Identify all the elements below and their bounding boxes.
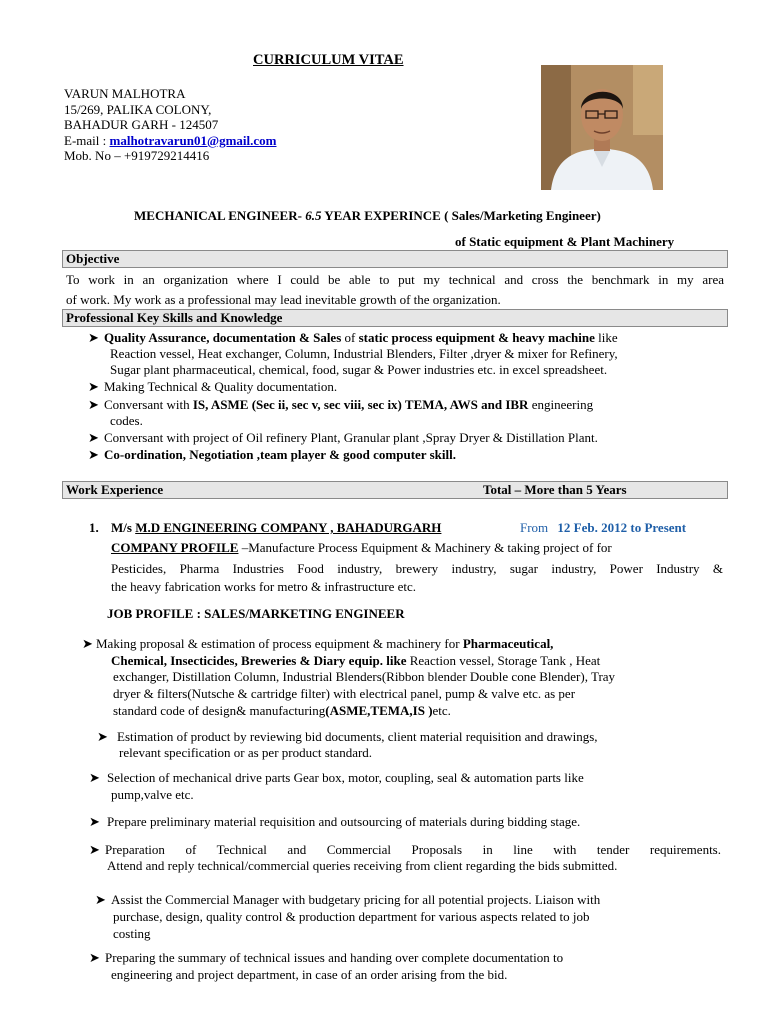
employment-period [520, 520, 686, 536]
duty-item-6-line-2: purchase, design, quality control & production department for various aspects related to job [113, 909, 590, 924]
duty-item-1-line-5 [113, 703, 451, 719]
headline-role: MECHANICAL ENGINEER- [134, 208, 306, 223]
company-line [111, 520, 441, 536]
arrowhead-bullet-icon: ➤ [82, 636, 93, 651]
arrowhead-bullet-icon: ➤ [89, 950, 100, 965]
arrowhead-bullet-icon: ➤ [95, 892, 106, 907]
company-profile-line-2: Pesticides, Pharma Industries Food industry, brewery industry, sugar industry, Power Industry & [111, 561, 723, 576]
skill-5-text: Co-ordination, Negotiation ,team player & good computer skill. [104, 447, 456, 462]
skill-3-bold: IS, ASME (Sec ii, sec v, sec viii, sec ix) TEMA, AWS and IBR [192, 397, 529, 412]
work-total-years: Total – More than 5 Years [483, 482, 627, 497]
skill-2-text: Making Technical & Quality documentation. [104, 379, 338, 394]
email-line [64, 133, 277, 149]
duty-item-2 [97, 729, 598, 745]
duty-item-3-line-2: pump,valve etc. [111, 787, 194, 802]
duty-1-line-5-bold: (ASME,TEMA,IS ) [325, 703, 433, 718]
arrowhead-bullet-icon: ➤ [88, 447, 99, 462]
skill-3-text-a: Conversant with [104, 397, 193, 412]
skill-item-1-line-3: Sugar plant pharmaceutical, chemical, food, sugar & Power industries etc. in excel spreadsheet. [110, 362, 608, 377]
objective-heading: Objective [62, 250, 728, 268]
duty-6-text: Assist the Commercial Manager with budgetary pricing for all potential projects. Liaison with [111, 892, 601, 907]
email-label: E-mail : [64, 132, 110, 148]
candidate-name: VARUN MALHOTRA [64, 86, 186, 101]
skill-item-3-line-2: codes. [110, 413, 143, 428]
job-profile-title: JOB PROFILE : SALES/MARKETING ENGINEER [107, 606, 405, 621]
skill-1-bold-a: Quality Assurance, documentation & Sales [104, 330, 342, 345]
duty-item-7 [89, 950, 563, 966]
skills-heading: Professional Key Skills and Knowledge [62, 309, 728, 327]
duty-2-text: Estimation of product by reviewing bid documents, client material requisition and drawings, [117, 729, 598, 744]
company-prefix: M/s [111, 520, 136, 535]
document-title: CURRICULUM VITAE [253, 52, 404, 68]
contact-block [64, 86, 277, 164]
portrait-photo [541, 65, 663, 190]
duty-3-text: Selection of mechanical drive parts Gear box, motor, coupling, seal & automation parts like [107, 770, 584, 785]
duty-item-5-line-2: Attend and reply technical/commercial queries receiving from client regarding the bids submitted. [107, 858, 618, 873]
duty-1-text-b: Reaction vessel, Storage Tank , Heat [406, 653, 601, 668]
skill-item-1-line-2: Reaction vessel, Heat exchanger, Column, Industrial Blenders, Filter ,dryer & mixer for Refinery, [110, 346, 618, 361]
duty-1-line-5-text: standard code of design& manufacturing [113, 703, 326, 718]
duty-item-4 [89, 814, 580, 830]
company-profile-line-3: the heavy fabrication works for metro & infrastructure etc. [111, 579, 417, 594]
duty-item-1-line-2 [111, 653, 600, 669]
arrowhead-bullet-icon: ➤ [88, 397, 99, 412]
duty-item-6 [95, 892, 600, 908]
arrowhead-bullet-icon: ➤ [88, 379, 99, 394]
email-link[interactable]: malhotravarun01@gmail.com [109, 132, 277, 148]
objective-line-2: of work. My work as a professional may lead inevitable growth of the organization. [66, 292, 501, 307]
address-line-1: 15/269, PALIKA COLONY, [64, 101, 212, 117]
duty-item-1-line-3: exchanger, Distillation Column, Industrial Blenders(Ribbon blender Double cone Blender), Tray [113, 669, 616, 684]
company-profile-label: COMPANY PROFILE [111, 540, 239, 555]
period-dates: 12 Feb. 2012 to Present [557, 520, 687, 535]
work-experience-heading [62, 481, 728, 499]
skill-1-text-b: like [594, 330, 618, 345]
skill-item-4 [88, 430, 598, 446]
duty-item-1-line-4: dryer & filters(Nutsche & cartridge filter) with electrical panel, pump & valve etc. as per [113, 686, 576, 701]
duty-4-text: Prepare preliminary material requisition and outsourcing of materials during bidding stage. [107, 814, 581, 829]
skill-item-2 [88, 379, 337, 395]
company-name: M.D ENGINEERING COMPANY , BAHADURGARH [135, 520, 442, 535]
objective-line-1: To work in an organization where I could be able to put my technical and cross the benchmark in my area [66, 272, 724, 287]
duty-1-text-a: Making proposal & estimation of process equipment & machinery for [96, 636, 463, 651]
arrowhead-bullet-icon: ➤ [89, 842, 100, 857]
arrowhead-bullet-icon: ➤ [88, 330, 99, 345]
headline-experience: YEAR EXPERINCE ( Sales/Marketing Engineer) [321, 208, 601, 223]
skill-item-3 [88, 397, 593, 413]
duty-item-3 [89, 770, 584, 786]
company-profile-text-1: –Manufacture Process Equipment & Machinery & taking project of for [238, 540, 612, 555]
duty-5-text: Preparation of Technical and Commercial Proposals in line with tender requirements. [105, 842, 721, 857]
skill-1-bold-b: static process equipment & heavy machine [358, 330, 595, 345]
duty-item-6-line-3: costing [113, 926, 151, 941]
duty-item-2-line-2: relevant specification or as per product standard. [119, 745, 373, 760]
company-number: 1. [89, 520, 99, 535]
skill-item-5 [88, 447, 456, 463]
arrowhead-bullet-icon: ➤ [89, 814, 100, 829]
duty-1-bold-b: Chemical, Insecticides, Breweries & Diary equip. like [111, 653, 407, 668]
headline-line-1 [134, 208, 601, 224]
duty-item-7-line-2: engineering and project department, in case of an order arising from the bid. [111, 967, 508, 982]
duty-1-line-5-end: etc. [432, 703, 451, 718]
arrowhead-bullet-icon: ➤ [89, 770, 100, 785]
duty-item-5 [89, 842, 721, 858]
skill-item-1 [88, 330, 618, 346]
period-from-label: From [520, 520, 549, 535]
headline-years: 6.5 [305, 208, 322, 223]
address-line-2: BAHADUR GARH - 124507 [64, 117, 219, 132]
duty-item-1 [82, 636, 553, 652]
skill-1-text-a: of [341, 330, 359, 345]
work-heading-label: Work Experience [66, 482, 164, 497]
company-profile-line-1 [111, 540, 612, 556]
skill-4-text: Conversant with project of Oil refinery Plant, Granular plant ,Spray Dryer & Distillation Plant. [104, 430, 598, 445]
skill-3-text-b: engineering [528, 397, 594, 412]
headline-line-2: of Static equipment & Plant Machinery [455, 234, 675, 249]
mobile-number: Mob. No – +919729214416 [64, 148, 210, 163]
arrowhead-bullet-icon: ➤ [88, 430, 99, 445]
duty-7-text: Preparing the summary of technical issues and handing over complete documentation to [105, 950, 564, 965]
arrowhead-bullet-icon: ➤ [97, 729, 108, 744]
portrait-photo-icon [541, 65, 663, 190]
duty-1-bold-a: Pharmaceutical, [462, 636, 554, 651]
